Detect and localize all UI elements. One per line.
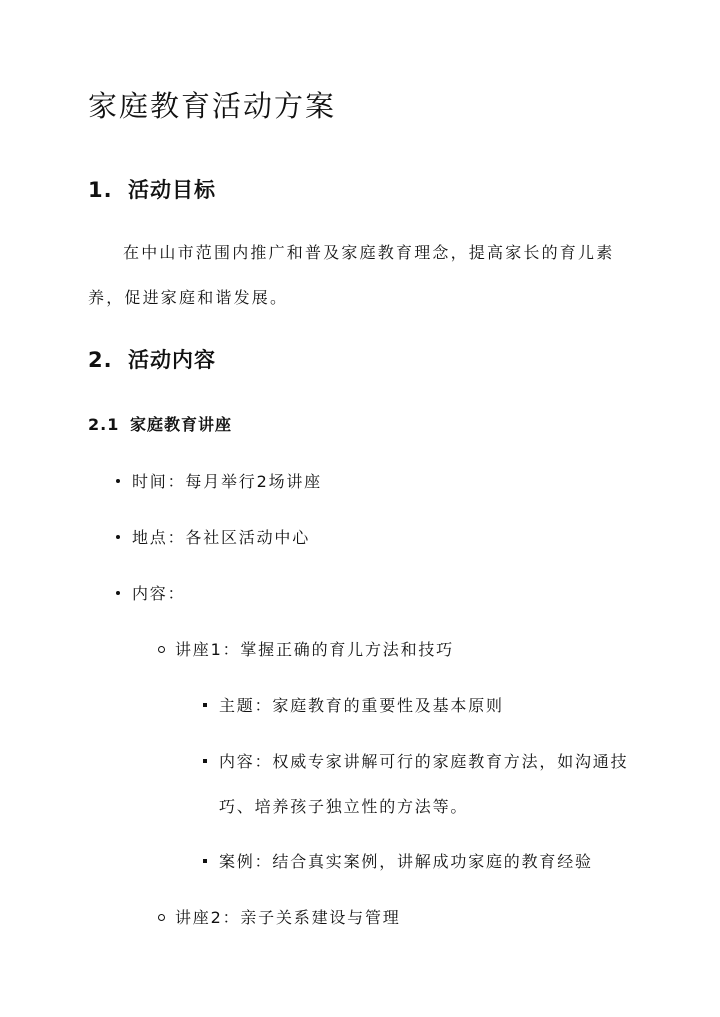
section-heading-goal xyxy=(88,174,216,204)
bullet-square-icon xyxy=(199,839,211,884)
section-title: 活动内容 xyxy=(128,348,216,372)
list-item-content xyxy=(132,571,185,616)
lecture-label: 讲座2：亲子关系建设与管理 xyxy=(175,908,401,927)
lecture-item-1 xyxy=(175,627,454,672)
list-item-text: 地点：各社区活动中心 xyxy=(132,528,311,547)
section-title: 活动目标 xyxy=(128,178,216,202)
section-number: 1. xyxy=(88,178,113,202)
bullet-dot-icon xyxy=(112,571,124,616)
lecture-point-text: 主题：家庭教育的重要性及基本原则 xyxy=(219,696,504,715)
lecture-point-content xyxy=(219,739,637,829)
section-heading-content xyxy=(88,344,216,374)
bullet-square-icon xyxy=(199,683,211,728)
lecture-point-case xyxy=(219,839,593,884)
list-item-time xyxy=(132,459,322,504)
lecture-point-text: 内容：权威专家讲解可行的家庭教育方法，如沟通技巧、培养孩子独立性的方法等。 xyxy=(219,752,629,816)
bullet-square-icon xyxy=(199,739,211,784)
section-number: 2. xyxy=(88,348,113,372)
bullet-dot-icon xyxy=(112,515,124,560)
lecture-label: 讲座1：掌握正确的育儿方法和技巧 xyxy=(175,640,454,659)
list-item-text: 内容： xyxy=(132,584,186,603)
bullet-circle-icon xyxy=(155,895,167,940)
goal-paragraph: 在中山市范围内推广和普及家庭教育理念，提高家长的育儿素养，促进家庭和谐发展。 xyxy=(88,243,615,307)
lecture-item-2 xyxy=(175,895,401,940)
lecture-point-text: 案例：结合真实案例，讲解成功家庭的教育经验 xyxy=(219,852,593,871)
list-item-text: 时间：每月举行2场讲座 xyxy=(132,472,322,491)
document-title: 家庭教育活动方案 xyxy=(88,89,337,123)
lecture-point-theme xyxy=(219,683,504,728)
bullet-circle-icon xyxy=(155,627,167,672)
bullet-dot-icon xyxy=(112,459,124,504)
subsection-number: 2.1 xyxy=(88,415,120,434)
list-item-location xyxy=(132,515,310,560)
subsection-heading-lectures xyxy=(88,412,232,435)
subsection-title: 家庭教育讲座 xyxy=(130,415,233,434)
